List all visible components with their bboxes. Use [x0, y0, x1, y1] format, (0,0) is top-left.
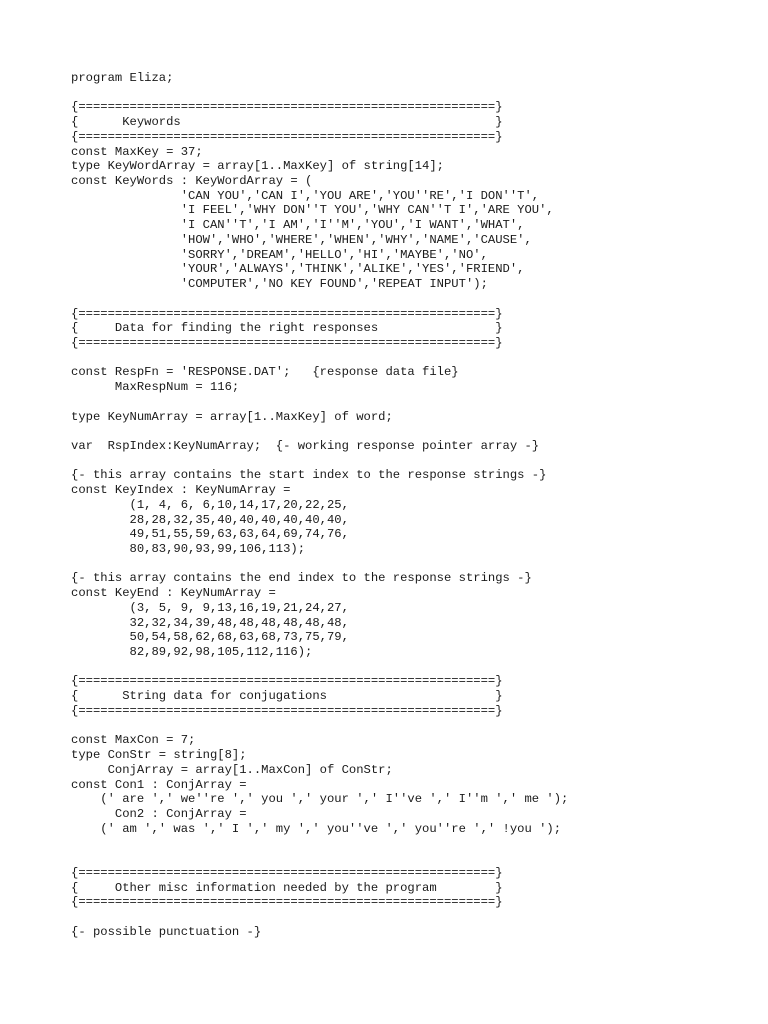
- code-line: 'CAN YOU','CAN I','YOU ARE','YOU''RE','I DON''T',: [71, 188, 540, 203]
- comment-border-line: {=========================================================}: [71, 895, 503, 910]
- code-line: const KeyWords : KeyWordArray = (: [71, 174, 313, 189]
- blank-line: [71, 851, 761, 866]
- blank-line: [71, 351, 761, 366]
- code-line: const MaxKey = 37;: [71, 144, 203, 159]
- code-line: type KeyWordArray = array[1..MaxKey] of string[14];: [71, 159, 444, 174]
- comment-border-line: {=========================================================}: [71, 703, 503, 718]
- code-line: Con2 : ConjArray =: [71, 806, 247, 821]
- code-line: 80,83,90,93,99,106,113);: [71, 542, 306, 556]
- code-line: 82,89,92,98,105,112,116);: [71, 645, 313, 660]
- comment-line: { Keywords }: [71, 115, 503, 130]
- code-line: 'I FEEL','WHY DON''T YOU','WHY CAN''T I','ARE YOU',: [71, 203, 554, 218]
- code-line: 28,28,32,35,40,40,40,40,40,40,: [71, 512, 349, 527]
- code-line: 49,51,55,59,63,63,64,69,74,76,: [71, 527, 349, 542]
- comment-border-line: {=========================================================}: [71, 100, 503, 115]
- blank-line: [71, 395, 761, 410]
- blank-line: [71, 660, 761, 675]
- pascal-source-listing: [71, 71, 761, 939]
- code-line: ConjArray = array[1..MaxCon] of ConStr;: [71, 762, 393, 777]
- code-line: type ConStr = string[8];: [71, 748, 247, 763]
- code-line: (3, 5, 9, 9,13,16,19,21,24,27,: [71, 600, 349, 615]
- comment-border-line: {=========================================================}: [71, 335, 503, 350]
- comment-line: {- this array contains the end index to the response strings -}: [71, 571, 532, 586]
- blank-line: [71, 292, 761, 307]
- code-line: (' are ',' we''re ',' you ',' your ',' I''ve ',' I''m ',' me ');: [71, 792, 569, 807]
- code-line: 50,54,58,62,68,63,68,73,75,79,: [71, 630, 349, 645]
- code-line: 32,32,34,39,48,48,48,48,48,48,: [71, 615, 349, 630]
- comment-border-line: {=========================================================}: [71, 129, 503, 144]
- code-line: program Eliza;: [71, 71, 174, 85]
- code-line: const KeyEnd : KeyNumArray =: [71, 586, 276, 601]
- code-line: 'COMPUTER','NO KEY FOUND','REPEAT INPUT');: [71, 277, 488, 292]
- code-line: const RespFn = 'RESPONSE.DAT'; {response data file}: [71, 365, 459, 380]
- comment-border-line: {=========================================================}: [71, 865, 503, 880]
- blank-line: [71, 86, 761, 101]
- comment-border-line: {=========================================================}: [71, 306, 503, 321]
- code-line: 'YOUR','ALWAYS','THINK','ALIKE','YES','FRIEND',: [71, 262, 525, 277]
- code-line: (' am ',' was ',' I ',' my ',' you''ve ',' you''re ',' !you ');: [71, 821, 562, 836]
- comment-border-line: {=========================================================}: [71, 674, 503, 689]
- blank-line: [71, 719, 761, 734]
- blank-line: [71, 910, 761, 925]
- code-line: MaxRespNum = 116;: [71, 380, 240, 395]
- source-code-page: [71, 71, 761, 939]
- code-line: (1, 4, 6, 6,10,14,17,20,22,25,: [71, 497, 349, 512]
- blank-line: [71, 454, 761, 469]
- comment-line: { Other misc information needed by the program }: [71, 880, 503, 895]
- code-line: type KeyNumArray = array[1..MaxKey] of word;: [71, 409, 393, 424]
- blank-line: [71, 557, 761, 572]
- code-line: 'I CAN''T','I AM','I''M','YOU','I WANT','WHAT',: [71, 218, 525, 233]
- code-line: const KeyIndex : KeyNumArray =: [71, 483, 291, 498]
- blank-line: [71, 836, 761, 851]
- code-line: const MaxCon = 7;: [71, 733, 196, 748]
- code-line: 'SORRY','DREAM','HELLO','HI','MAYBE','NO',: [71, 247, 488, 262]
- blank-line: [71, 424, 761, 439]
- comment-line: {- possible punctuation -}: [71, 924, 262, 939]
- code-line: 'HOW','WHO','WHERE','WHEN','WHY','NAME','CAUSE',: [71, 232, 532, 247]
- comment-line: { String data for conjugations }: [71, 689, 503, 704]
- comment-line: { Data for finding the right responses }: [71, 321, 503, 336]
- code-line: const Con1 : ConjArray =: [71, 777, 247, 792]
- code-line: var RspIndex:KeyNumArray; {- working response pointer array -}: [71, 438, 540, 453]
- comment-line: {- this array contains the start index to the response strings -}: [71, 468, 547, 483]
